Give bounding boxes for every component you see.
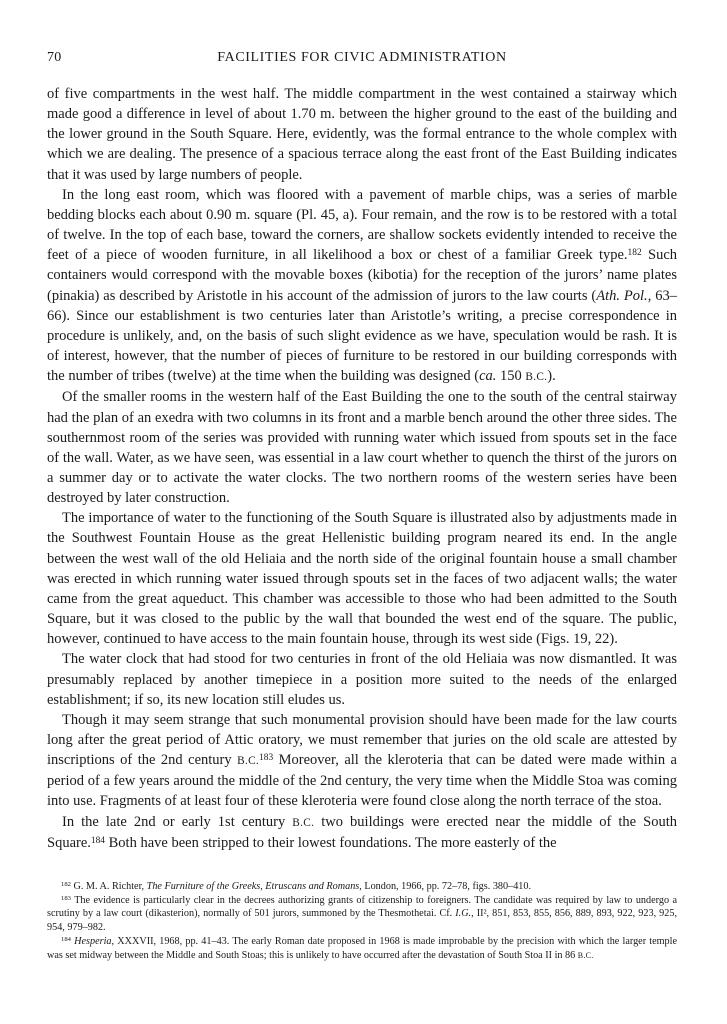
footnote-ref-183[interactable]: 183 [259,752,274,763]
footnotes [47,880,677,962]
running-title: FACILITIES FOR CIVIC ADMINISTRATION [217,50,507,65]
paragraph-3: Of the smaller rooms in the western half of the East Building the one to the south of the central stairway had the plan of an exedra with two columns in its front and a marble bench around the other three sides. The southernmost room of the series was provided with running water which issued from spouts set in the face of the wall. Water, as we have seen, was essential in a law court whether to quench the thirst of the jurors on a summer day or to activate the water clocks. The two northern rooms of the western series have been destroyed by later construction. [47,389,677,507]
paragraph-7: In the late 2nd or early 1st century B.C. two buildings were erected near the middle of the South Square.$^{184}$ Both have been stripped to their lowest foundations. The more easterly of the [47,813,677,851]
paragraph-5: The water clock that had stood for two centuries in front of the old Heliaia was now dismantled. It was presumably replaced by another timepiece in a position more suited to the needs of the enlarged establishment; if so, its new location still eludes us. [47,651,677,708]
page-header [47,50,677,70]
footnote-182: $^{182}$ G. M. A. Richter, The Furniture of the Greeks, Etruscans and Romans, London, 1966, pp. 72–78, figs. 380–410. [61,881,532,892]
paragraph-6: Though it may seem strange that such monumental provision should have been made for the law courts long after the great period of Attic oratory, we must remember that juries on the old scale are attested by inscriptions of the 2nd century B.C.$^{183}$ Moreover, all the kleroteria that can be dated were made within a period of a few years around the middle of the 2nd century, the very time when the Middle Stoa was coming into use. Fragments of at least four of these kleroteria were found close along the north terrace of the stoa. [47,711,677,810]
citation-ath-pol: Ath. Pol. [596,287,648,304]
footnote-ref-184[interactable]: 184 [90,835,105,846]
paragraph-2: In the long east room, which was floored with a pavement of marble chips, was a series of marble bedding blocks each about 0.90 m. square (Pl. 45, a). Four remain, and the row is to be restored with a total of twelve. In the top of each base, toward the corners, are shallow sockets evidently intended to receive the feet of a piece of wooden furniture, in all likelihood a box or chest of a familiar Greek type.$^{182}$ Such containers would correspond with the movable boxes (kibotia) for the reception of the jurors’ name plates (pinakia) as described by Aristotle in his account of the admission of jurors to the law courts (Ath. Pol., 63–66). Since our establishment is two centuries later than Aristotle’s writing, a precise correspondence in procedure is unlikely, and, on the basis of such slight evidence as we have, speculation would be rash. It is of interest, however, that the number of pieces of furniture to be restored in our building corresponds with the number of tribes (twelve) at the time when the building was designed (ca. 150 B.C.). [47,186,678,385]
footnote-184: $^{184}$ Hesperia, XXXVII, 1968, pp. 41–43. The early Roman date proposed in 1968 is made improbable by the precision with which the larger temple was set midway between the Middle and South Stoas; this is unlikely to have occurred after the devastation of South Stoa II in 86 B.C. [47,935,678,961]
body-text [47,84,677,853]
footnote-183: $^{183}$ The evidence is particularly clear in the decrees authorizing grants of citizenship to foreigners. The candidate was required by law to undergo a scrutiny by a law court (dikasterion), normally of 501 jurors, summoned by the Thesmothetai. Cf. I.G., II², 851, 853, 855, 856, 889, 893, 922, 923, 925, 954, 979–982. [47,894,677,934]
footnote-ref-182[interactable]: 182 [627,248,642,259]
paragraph-1: of five compartments in the west half. The middle compartment in the west contained a stairway which made good a difference in level of about 1.70 m. between the higher ground to the east of the building and the lower ground in the South Square. Here, evidently, was the formal entrance to the whole complex with which we are dealing. The presence of a spacious terrace along the east front of the East Building indicates that it was used by large numbers of people. [47,86,677,183]
page-number: 70 [47,50,62,65]
paragraph-4: The importance of water to the functioning of the South Square is illustrated also by adjustments made in the Southwest Fountain House as the great Hellenistic building program neared its end. In the angle between the west wall of the old Heliaia and the north side of the original fountain house a small chamber was erected in which running water issued through spouts set in the faces of two adjacent walls; the water came from the great aqueduct. This chamber was accessible to those who had been admitted to the South Square, but it was closed to the public by the wall that bounded the west end of the square. The public, however, continued to have access to the main fountain house, through its west side (Figs. 19, 22). [47,510,677,648]
